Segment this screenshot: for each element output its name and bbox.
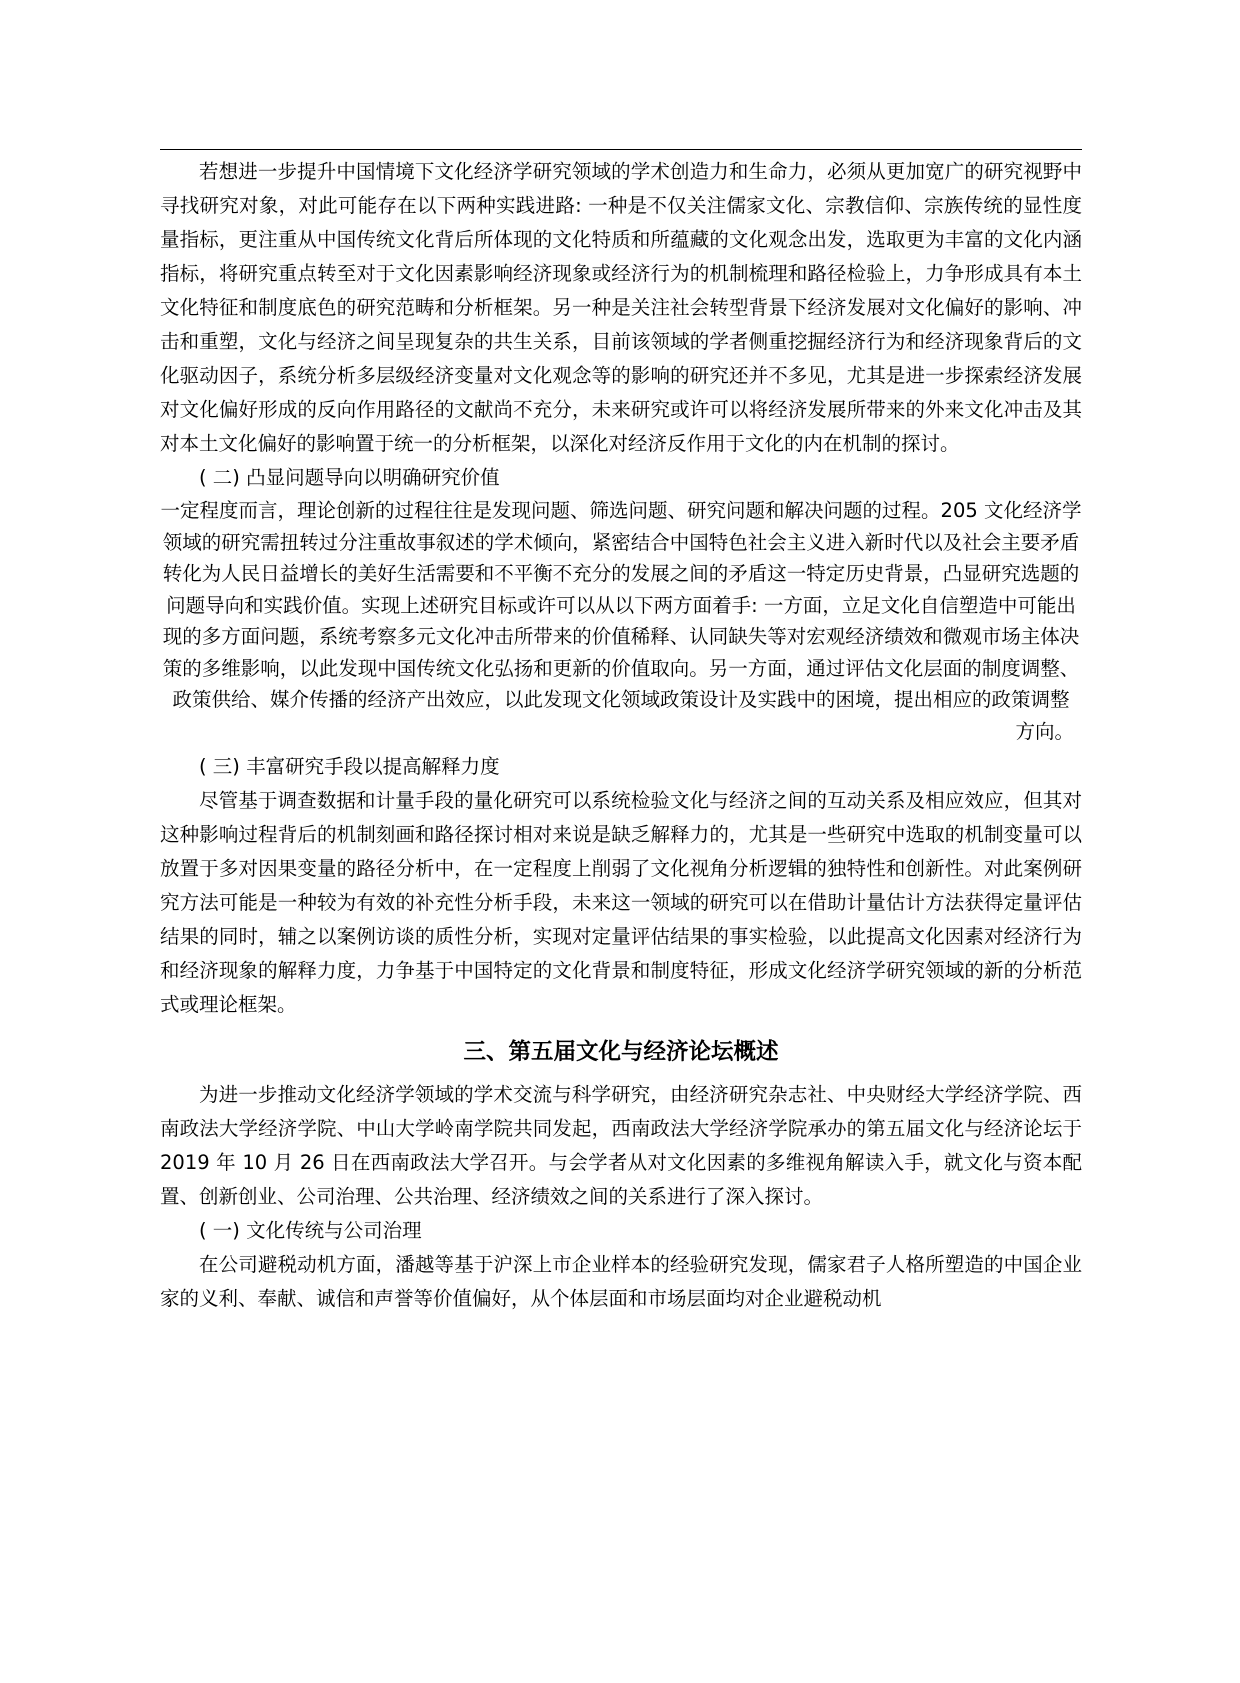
subheading-problem-orientation: ( 二) 凸显问题导向以明确研究价值 <box>199 466 500 489</box>
section-title-forum-overview: 三、第五届文化与经济论坛概述 <box>463 1039 779 1065</box>
document-body <box>160 155 1082 1316</box>
header-rule <box>160 149 1082 150</box>
subheading-research-methods: ( 三) 丰富研究手段以提高解释力度 <box>199 755 500 778</box>
paragraph-quantitative-research: 尽管基于调查数据和计量手段的量化研究可以系统检验文化与经济之间的互动关系及相应效应，但其对这种影响过程背后的机制刻画和路径探讨相对来说是缺乏解释力的，尤其是一些研究中选取的机制变量可以放置于多对因果变量的路径分析中，在一定程度上削弱了文化视角分析逻辑的独特性和创新性。对此案例研究方法可能是一种较为有效的补充性分析手段，未来这一领域的研究可以在借助计量估计方法获得定量评估结果的同时，辅之以案例访谈的质性分析，实现对定量评估结果的事实检验，以此提高文化因素对经济行为和经济现象的解释力度，力争基于中国特定的文化背景和制度特征，形成文化经济学研究领域的新的分析范式或理论框架。 <box>160 789 1082 1016</box>
paragraph-forum-summary: 为进一步推动文化经济学领域的学术交流与科学研究，由经济研究杂志社、中央财经大学经济学院、西南政法大学经济学院、中山大学岭南学院共同发起，西南政法大学经济学院承办的第五届文化与经济论坛于 2019 年 10 月 26 日在西南政法大学召开。与会学者从对文化因素的多维视角解读入手，就文化与资本配置、创新创业、公司治理、公共治理、经济绩效之间的关系进行了深入探讨。 <box>160 1083 1082 1208</box>
paragraph-theory-innovation-tail: 方向。 <box>1015 719 1074 743</box>
paragraph-tax-avoidance: 在公司避税动机方面，潘越等基于沪深上市企业样本的经验研究发现，儒家君子人格所塑造的中国企业家的义利、奉献、诚信和声誉等价值偏好，从个体层面和市场层面均对企业避税动机 <box>160 1253 1082 1310</box>
subheading-culture-governance: ( 一) 文化传统与公司治理 <box>199 1219 422 1242</box>
paragraph-theory-innovation: 一定程度而言，理论创新的过程往往是发现问题、筛选问题、研究问题和解决问题的过程。205 文化经济学领域的研究需扭转过分注重故事叙述的学术倾向，紧密结合中国特色社会主义进入新时代以及社会主要矛盾转化为人民日益增长的美好生活需要和不平衡不充分的发展之间的矛盾这一特定历史背景，凸显研究选题的问题导向和实践价值。实现上述研究目标或许可以从以下两方面着手: 一方面，立足文化自信塑造中可能出现的多方面问题，系统考察多元文化冲击所带来的价值稀释、认同缺失等对宏观经济绩效和微观市场主体决策的多维影响，以此发现中国传统文化弘扬和更新的价值取向。另一方面，通过评估文化层面的制度调整、政策供给、媒介传播的经济产出效应，以此发现文化领域政策设计及实践中的困境，提出相应的政策调整 <box>160 499 1082 711</box>
paragraph-research-paths: 若想进一步提升中国情境下文化经济学研究领域的学术创造力和生命力，必须从更加宽广的研究视野中寻找研究对象，对此可能存在以下两种实践进路: 一种是不仅关注儒家文化、宗教信仰、宗族传统的显性度量指标，更注重从中国传统文化背后所体现的文化特质和所蕴藏的文化观念出发，选取更为丰富的文化内涵指标，将研究重点转至对于文化因素影响经济现象或经济行为的机制梳理和路径检验上，力争形成具有本土文化特征和制度底色的研究范畴和分析框架。另一种是关注社会转型背景下经济发展对文化偏好的影响、冲击和重塑，文化与经济之间呈现复杂的共生关系，目前该领域的学者侧重挖掘经济行为和经济现象背后的文化驱动因子，系统分析多层级经济变量对文化观念等的影响的研究还并不多见，尤其是进一步探索经济发展对文化偏好形成的反向作用路径的文献尚不充分，未来研究或许可以将经济发展所带来的外来文化冲击及其对本土文化偏好的影响置于统一的分析框架，以深化对经济反作用于文化的内在机制的探讨。 <box>160 160 1082 455</box>
